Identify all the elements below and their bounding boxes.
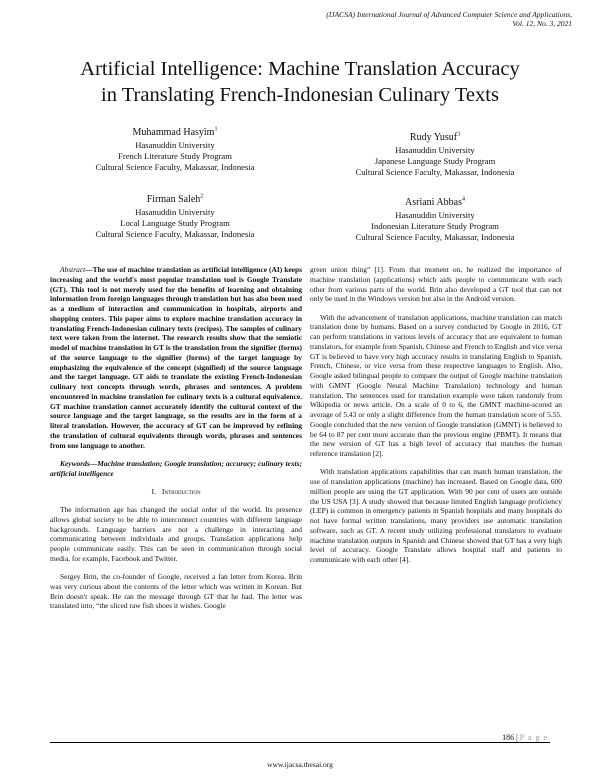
body-paragraph-1: green union thing” [1]. From that moment on, he realized the importance of machine translation (applications) which aids people to communicate with each other from various parts of the world. Brin also developed a GT tool that can not only be used in the Windows version but also in the Android version. bbox=[310, 265, 562, 304]
author-faculty: Cultural Science Faculty, Makassar, Indonesia bbox=[355, 232, 515, 242]
author-name: Firman Saleh$^2$ bbox=[146, 193, 204, 205]
journal-header bbox=[212, 10, 572, 28]
footer-url: www.ijacsa.thesai.org bbox=[267, 760, 333, 769]
title-line-2: in Translating French-Indonesian Culinary Texts bbox=[101, 84, 499, 106]
author-faculty: Cultural Science Faculty, Makassar, Indonesia bbox=[355, 167, 515, 177]
section-heading: I. Introduction bbox=[151, 486, 201, 496]
author-department: Local Language Study Program bbox=[120, 218, 230, 228]
author-department: Indonesian Literature Study Program bbox=[371, 221, 499, 231]
body-paragraph-3: With translation applications capabilities that can match human translation, the use of translation applications (machine) has increased. Based on Google data, 600 million people are using the GT application. With 90 per cent of users are outside the US USA [3]. A study showed that because limited English language proficiency (LEP) is common in emergency patients in Spanish hospitals and many hospitals do not have formal written translations, many providers use automatic translation software, such as GT. A recent study utilizing professional translators to evaluate machine translation outputs in Spanish and Chinese showed that GT has a very high level of accuracy. Google Translate allows hospital staff and patients to communicate with each other [4]. bbox=[310, 467, 562, 564]
author-affiliation: Hasanuddin University bbox=[135, 140, 215, 150]
author-affiliation: Hasanuddin University bbox=[395, 145, 475, 155]
keywords-label: Keywords— bbox=[60, 458, 98, 468]
author-affiliation: Hasanuddin University bbox=[395, 210, 475, 220]
paper-title bbox=[20, 56, 580, 108]
keywords bbox=[50, 459, 302, 479]
author-department: French Literature Study Program bbox=[118, 151, 232, 161]
intro-paragraph-1: The information age has changed the social order of the world. Its presence allows global society to be able to interconnect countries with different language backgrounds. Language barriers are not a challenge in interacting and communicating between individuals and groups. Translation applications help people communicate easily. This can be seen in communication through social media, for example, Facebook and Twitter. bbox=[50, 505, 302, 563]
author-block-3 bbox=[310, 131, 560, 178]
right-column bbox=[310, 265, 562, 565]
author-name: Asriani Abbas$^4$ bbox=[405, 196, 465, 208]
abstract-text: —The use of machine translation as artificial intelligence (AI) keeps increasing and the world's most popular translation tool is Google Translate (GT). This tool is not merely used for the benefits of learning and obtaining information from foreign languages through translation but has also been used as a medium of interaction and communication in hospitals, airports and shopping centers. This paper aims to explore machine translation accuracy in translating French-Indonesian culinary texts (recipes). The samples of culinary text were taken from the internet. The research results show that the semiotic model of machine translation in GT is the translation from the signifier (forms) of the source language to the signifier (forms) of the target language by emphasizing the equivalence of the concept (signified) of the source language and the target language. GT aids to translate the existing French-Indonesian culinary text concepts through words, phrases and sentences. A problem encountered in machine translation for culinary texts is a cultural equivalence. GT machine translation cannot accurately identify the cultural context of the source language and the target language, so the results are in the form of a literal translation. However, the accuracy of GT can be improved by refining the translation of cultural equivalents through words, phrases and sentences from one language to another. bbox=[50, 265, 302, 450]
left-column bbox=[50, 265, 302, 611]
author-block-4 bbox=[310, 196, 560, 243]
title-line-1: Artificial Intelligence: Machine Translation Accuracy bbox=[80, 58, 520, 80]
author-block-2 bbox=[50, 193, 300, 240]
body-paragraph-2: With the advancement of translation applications, machine translation can match translation done by humans. Based on a survey conducted by Google in 2016, GT can perform translations in various levels of accuracy that are equivalent to human translators, for example from Spanish, Chinese and French to English and vice versa GT is believed to have very high accuracy results in translating English to Spanish, French, Chinese, or vice versa from these respective languages to English. Also, Google asked bilingual people to compare the output of Google machine translation with GMNT (Google Neural Machine Translation) technology and human translation. The sentences used for translation example were taken randomly from Wikipedia or news article. On a scale of 0 to 6, the GMNT machine-scored an average of 5.43 or only a slight difference from the human translation score of 5.55. Google concluded that the new version of Google translation (GMNT) is believed to be 64 to 87 per cent more accurate than the previous engine (PBMT). It means that the new version of GT has a high level of accuracy that matches the human reference translation [2]. bbox=[310, 312, 562, 458]
author-affiliation: Hasanuddin University bbox=[135, 207, 215, 217]
journal-name: (IJACSA) International Journal of Advanced Computer Science and Applications, bbox=[326, 10, 572, 19]
author-name: Rudy Yusuf$^3$ bbox=[409, 131, 461, 143]
keywords-text: Machine translation; Google translation; accuracy; culinary texts; artificial intelligence bbox=[50, 458, 302, 478]
author-faculty: Cultural Science Faculty, Makassar, Indonesia bbox=[95, 162, 255, 172]
abstract bbox=[50, 265, 302, 450]
author-department: Japanese Language Study Program bbox=[374, 156, 496, 166]
author-faculty: Cultural Science Faculty, Makassar, Indonesia bbox=[95, 229, 255, 239]
abstract-label: Abstract bbox=[60, 265, 86, 274]
author-name: Muhammad Hasyim$^1$ bbox=[132, 126, 218, 138]
page-number: 186 | P a g e bbox=[502, 733, 548, 742]
intro-paragraph-2: Sergey Brin, the co-founder of Google, received a fan letter from Korea. Brin was very curious about the contents of the letter which was written in Korean. But Brin doesn't speak. He ran the message through GT that he had. The letter was translated into, “the sliced raw fish shoes it wishes. Google bbox=[50, 572, 302, 611]
author-block-1 bbox=[50, 126, 300, 173]
journal-volume: Vol. 12, No. 3, 2021 bbox=[512, 19, 572, 28]
footer-divider bbox=[50, 742, 550, 743]
